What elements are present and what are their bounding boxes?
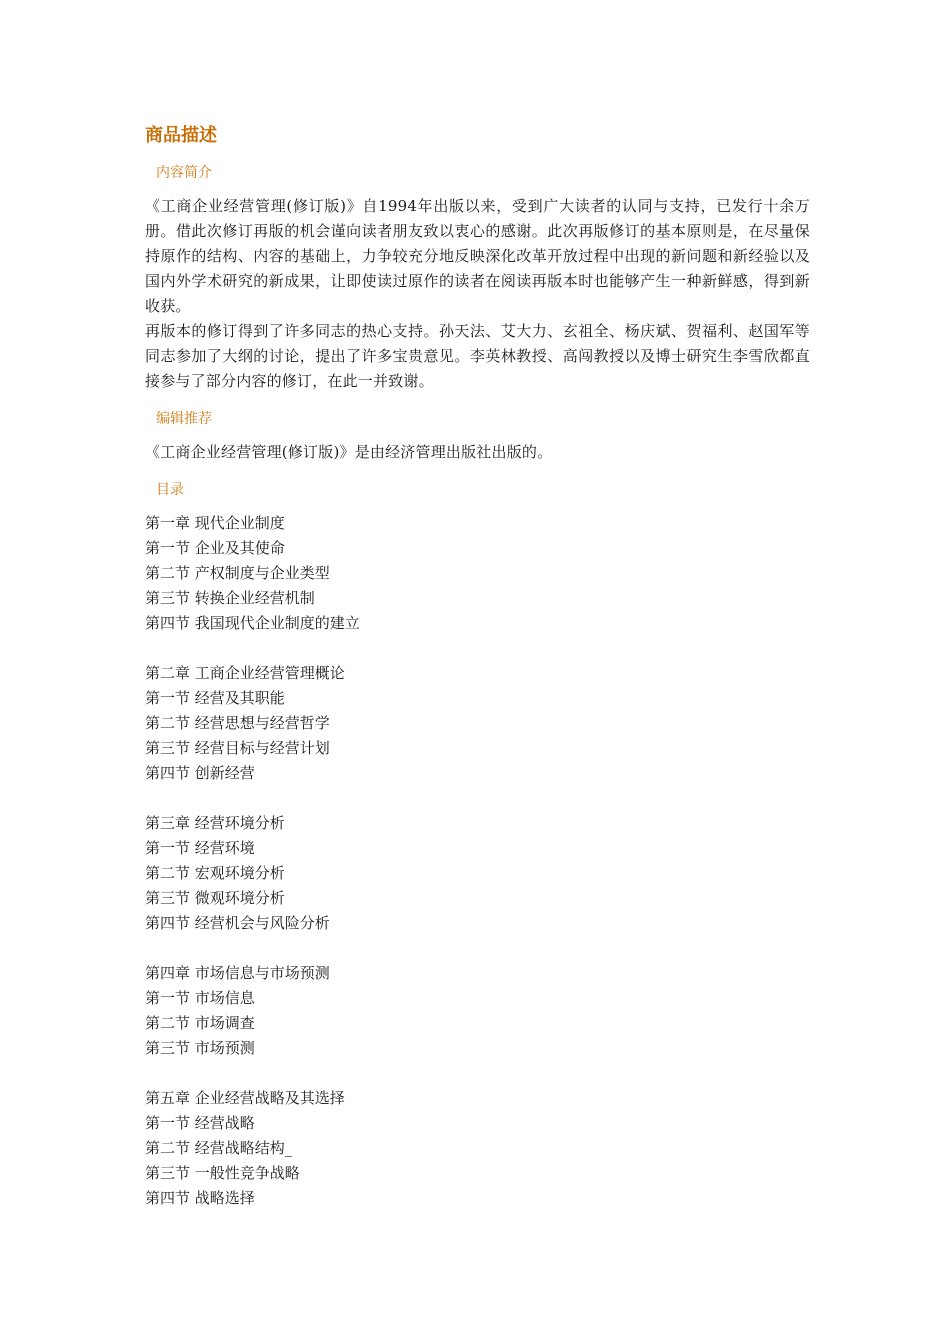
toc-chapter [145,961,810,1061]
table-of-contents [145,511,810,1211]
toc-section-item: 第四节 战略选择 [145,1189,255,1207]
toc-section-item: 第一节 企业及其使命 [145,539,285,557]
toc-chapter [145,661,810,786]
toc-chapter [145,511,810,636]
intro-heading: 内容简介 [156,165,212,181]
toc-section-item: 第一节 经营环境 [145,839,255,857]
toc-section-item: 第三节 微观环境分析 [145,889,285,907]
editor-text: 《工商企业经营管理(修订版)》是由经济管理出版社出版的。 [145,443,553,461]
toc-section-item: 第三节 转换企业经营机制 [145,589,315,607]
intro-paragraph: 再版本的修订得到了许多同志的热心支持。孙天法、艾大力、玄祖全、杨庆斌、贺福利、赵国军等同志参加了大纲的讨论，提出了许多宝贵意见。李英林教授、高闯教授以及博士研究生李雪欣都直接参与了部分内容的修订，在此一并致谢。 [145,322,810,390]
toc-chapter-title: 第五章 企业经营战略及其选择 [145,1089,345,1107]
toc-chapter [145,1086,810,1211]
toc-section-item: 第三节 经营目标与经营计划 [145,739,330,757]
toc-section-item: 第二节 经营思想与经营哲学 [145,714,330,732]
toc-chapter-title: 第一章 现代企业制度 [145,514,285,532]
intro-paragraph: 《工商企业经营管理(修订版)》自1994年出版以来，受到广大读者的认同与支持，已发行十余万册。借此次修订再版的机会谨向读者朋友致以衷心的感谢。此次再版修订的基本原则是，在尽量保持原作的结构、内容的基础上，力争较充分地反映深化改革开放过程中出现的新问题和新经验以及国内外学术研究的新成果，让即使读过原作的读者在阅读再版本时也能够产生一种新鲜感，得到新收获。 [145,197,810,315]
product-description [145,122,810,1236]
toc-section-item: 第四节 创新经营 [145,764,255,782]
toc-section-item: 第二节 经营战略结构_ [145,1139,293,1157]
toc-section-item: 第二节 宏观环境分析 [145,864,285,882]
toc-chapter-title: 第四章 市场信息与市场预测 [145,964,330,982]
toc-section-item: 第三节 一般性竞争战略 [145,1164,300,1182]
toc-section-item: 第三节 市场预测 [145,1039,255,1057]
toc-chapter [145,811,810,936]
toc-chapter-title: 第二章 工商企业经营管理概论 [145,664,345,682]
toc-section-item: 第二节 产权制度与企业类型 [145,564,330,582]
toc-section [145,479,810,1211]
toc-section-item: 第一节 经营及其职能 [145,689,285,707]
toc-section-item: 第二节 市场调查 [145,1014,255,1032]
toc-section-item: 第四节 我国现代企业制度的建立 [145,614,360,632]
toc-section-item: 第一节 经营战略 [145,1114,255,1132]
intro-section [145,162,810,394]
toc-heading: 目录 [156,482,184,498]
editor-heading: 编辑推荐 [156,411,212,427]
editor-section [145,408,810,465]
toc-section-item: 第四节 经营机会与风险分析 [145,914,330,932]
page-title: 商品描述 [145,125,217,146]
toc-section-item: 第一节 市场信息 [145,989,255,1007]
toc-chapter-title: 第三章 经营环境分析 [145,814,285,832]
